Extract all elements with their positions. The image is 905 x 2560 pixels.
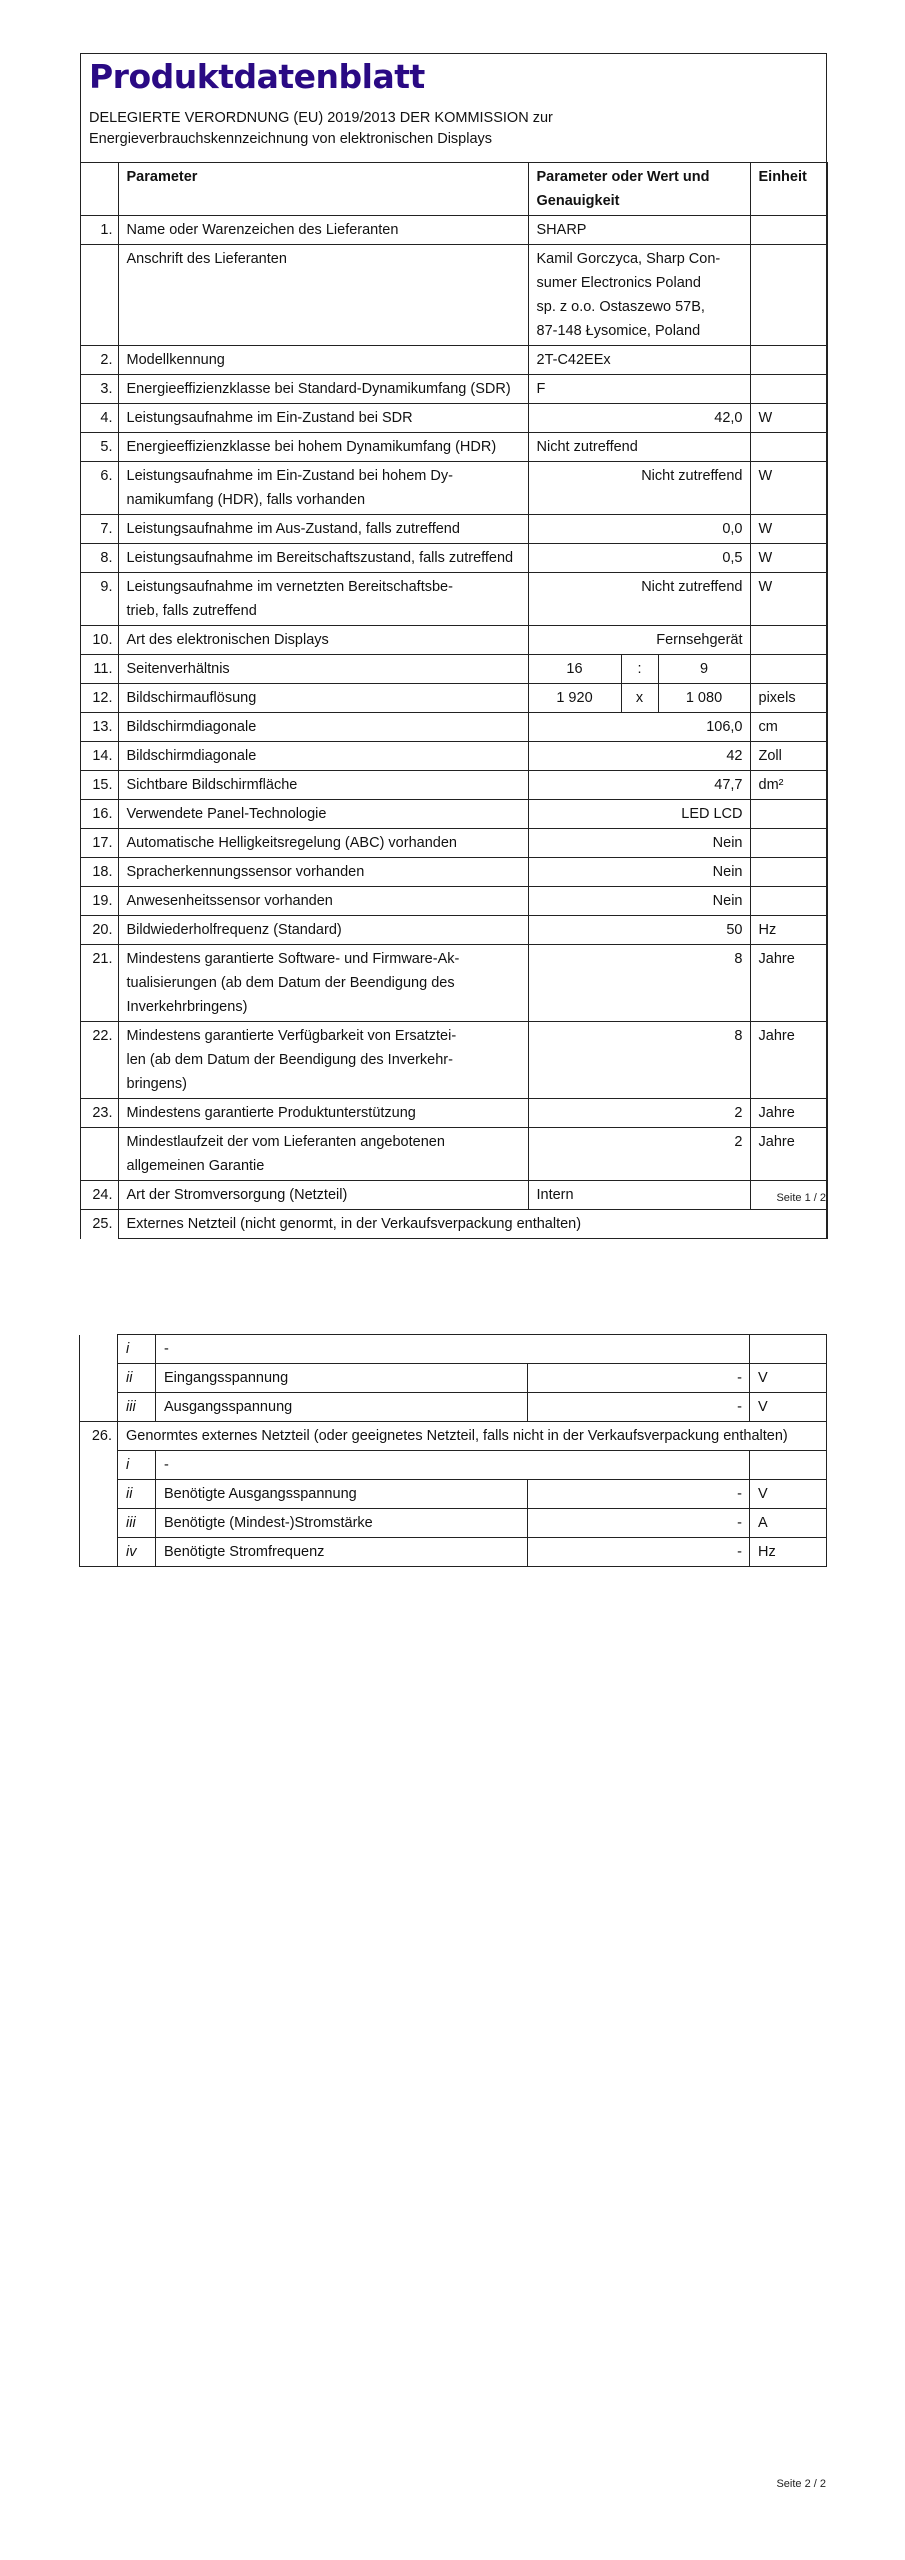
row-value: Nicht zutreffend [528, 462, 750, 515]
row-value: Nicht zutreffend [528, 573, 750, 626]
row-parameter: Leistungsaufnahme im Ein-Zustand bei hohem Dy- namikumfang (HDR), falls vorhanden [118, 462, 528, 515]
table-row [80, 573, 827, 626]
header-value: Parameter oder Wert und Genauigkeit [528, 163, 750, 216]
row-number [80, 1480, 118, 1509]
row-number: 7. [80, 515, 118, 544]
row-parameter: Bildschirmauflösung [118, 684, 528, 713]
row-parameter: Art des elektronischen Displays [118, 626, 528, 655]
row-value: 0,5 [528, 544, 750, 573]
aspect-height: 9 [658, 655, 750, 684]
table-subrow [80, 1538, 827, 1567]
page-2 [0, 1334, 905, 2560]
row-value: 50 [528, 916, 750, 945]
table-row [80, 245, 827, 346]
sub-index: iii [118, 1393, 156, 1422]
table-row [80, 916, 827, 945]
row-number [80, 1128, 118, 1181]
row-unit [750, 626, 827, 655]
row-number: 15. [80, 771, 118, 800]
sub-index: ii [118, 1480, 156, 1509]
row-number [80, 1538, 118, 1567]
header-parameter: Parameter [118, 163, 528, 216]
sub-unit [750, 1451, 827, 1480]
sub-parameter: - [156, 1451, 750, 1480]
table-row [80, 684, 827, 713]
row-parameter: Bildschirmdiagonale [118, 713, 528, 742]
row-unit: W [750, 404, 827, 433]
row-value: 2 [528, 1128, 750, 1181]
row-value: 8 [528, 1022, 750, 1099]
row-value: Nein [528, 829, 750, 858]
resolution-height: 1 080 [658, 684, 750, 713]
table-row [80, 887, 827, 916]
table-row [80, 713, 827, 742]
header-unit: Einheit [750, 163, 827, 216]
row-number: 21. [80, 945, 118, 1022]
row-number: 3. [80, 375, 118, 404]
row-number: 14. [80, 742, 118, 771]
table-row [80, 626, 827, 655]
row-unit: cm [750, 713, 827, 742]
sub-index: iii [118, 1509, 156, 1538]
product-data-table [80, 162, 828, 1239]
row-parameter: Leistungsaufnahme im Ein-Zustand bei SDR [118, 404, 528, 433]
row-value: LED LCD [528, 800, 750, 829]
row-number [80, 1364, 118, 1393]
sub-unit [750, 1335, 827, 1364]
subtitle-line-1: DELEGIERTE VERORDNUNG (EU) 2019/2013 DER KOMMISSION zur [89, 110, 553, 126]
row-parameter: Anschrift des Lieferanten [118, 245, 528, 346]
resolution-width: 1 920 [528, 684, 621, 713]
row-unit: W [750, 544, 827, 573]
table-row [80, 544, 827, 573]
row-number: 2. [80, 346, 118, 375]
row-number [80, 1451, 118, 1480]
row-unit [750, 346, 827, 375]
row-number: 24. [80, 1181, 118, 1210]
table-row [80, 375, 827, 404]
row-unit: W [750, 515, 827, 544]
row-unit: dm² [750, 771, 827, 800]
row-number [80, 1335, 118, 1364]
row-value: 8 [528, 945, 750, 1022]
row-parameter: Name oder Warenzeichen des Lieferanten [118, 216, 528, 245]
table-subrow [80, 1335, 827, 1364]
row-number: 23. [80, 1099, 118, 1128]
sub-value: - [528, 1480, 750, 1509]
row-number: 19. [80, 887, 118, 916]
row-value: 42 [528, 742, 750, 771]
row-unit: Jahre [750, 1022, 827, 1099]
sub-index: i [118, 1335, 156, 1364]
row-parameter: Genormtes externes Netzteil (oder geeignetes Netzteil, falls nicht in der Verkaufsverpackung enthalten) [118, 1422, 827, 1451]
sub-parameter: Eingangsspannung [156, 1364, 528, 1393]
row-value: 47,7 [528, 771, 750, 800]
row-parameter: Leistungsaufnahme im Bereitschaftszustand, falls zutreffend [118, 544, 528, 573]
row-number: 8. [80, 544, 118, 573]
row-unit: Zoll [750, 742, 827, 771]
table-row [80, 346, 827, 375]
table-row [80, 515, 827, 544]
table-subrow [80, 1480, 827, 1509]
sub-value: - [528, 1509, 750, 1538]
table-row [80, 945, 827, 1022]
row-parameter: Energieeffizienzklasse bei Standard-Dynamikumfang (SDR) [118, 375, 528, 404]
product-data-table-continued [79, 1334, 827, 1567]
aspect-separator: : [621, 655, 658, 684]
table-row [80, 1128, 827, 1181]
row-unit: W [750, 573, 827, 626]
row-unit: W [750, 462, 827, 515]
table-row [80, 1022, 827, 1099]
table-subrow [80, 1451, 827, 1480]
row-unit [750, 887, 827, 916]
row-parameter: Modellkennung [118, 346, 528, 375]
table-row [80, 1210, 827, 1239]
row-parameter: Anwesenheitssensor vorhanden [118, 887, 528, 916]
row-value: 106,0 [528, 713, 750, 742]
row-unit [750, 433, 827, 462]
row-number [80, 1509, 118, 1538]
row-number: 26. [80, 1422, 118, 1451]
table-row [80, 462, 827, 515]
row-number: 13. [80, 713, 118, 742]
sub-index: ii [118, 1364, 156, 1393]
row-unit: Jahre [750, 1128, 827, 1181]
sub-unit: A [750, 1509, 827, 1538]
row-unit [750, 245, 827, 346]
page-1 [0, 0, 905, 1230]
row-value: Nein [528, 887, 750, 916]
row-unit: pixels [750, 684, 827, 713]
row-parameter: Bildwiederholfrequenz (Standard) [118, 916, 528, 945]
document-header [81, 53, 826, 162]
row-number: 22. [80, 1022, 118, 1099]
row-value: 42,0 [528, 404, 750, 433]
row-parameter: Spracherkennungssensor vorhanden [118, 858, 528, 887]
document-title: Produktdatenblatt [89, 57, 425, 96]
row-value: F [528, 375, 750, 404]
row-number [80, 245, 118, 346]
table-row [80, 404, 827, 433]
table-row [80, 1422, 827, 1451]
row-value: Intern [528, 1181, 750, 1210]
row-unit: Jahre [750, 1099, 827, 1128]
table-row [80, 829, 827, 858]
row-number: 10. [80, 626, 118, 655]
row-number: 6. [80, 462, 118, 515]
table-row [80, 216, 827, 245]
row-value: Nein [528, 858, 750, 887]
row-parameter: Sichtbare Bildschirmfläche [118, 771, 528, 800]
row-unit: Hz [750, 916, 827, 945]
row-value: Nicht zutreffend [528, 433, 750, 462]
document-subtitle [89, 108, 818, 150]
row-parameter: Automatische Helligkeitsregelung (ABC) vorhanden [118, 829, 528, 858]
table-header-row [80, 163, 827, 216]
sub-index: iv [118, 1538, 156, 1567]
row-unit [750, 800, 827, 829]
sub-unit: V [750, 1393, 827, 1422]
row-number: 17. [80, 829, 118, 858]
row-number: 25. [80, 1210, 118, 1239]
row-parameter: Leistungsaufnahme im vernetzten Bereitschaftsbe- trieb, falls zutreffend [118, 573, 528, 626]
row-unit [750, 655, 827, 684]
row-number: 12. [80, 684, 118, 713]
header-num [80, 163, 118, 216]
resolution-separator: x [621, 684, 658, 713]
page-number-1: Seite 1 / 2 [776, 1192, 826, 1204]
row-unit [750, 375, 827, 404]
table-row [80, 858, 827, 887]
row-number: 11. [80, 655, 118, 684]
aspect-width: 16 [528, 655, 621, 684]
sub-parameter: - [156, 1335, 750, 1364]
sub-parameter: Ausgangsspannung [156, 1393, 528, 1422]
table-row [80, 433, 827, 462]
sub-parameter: Benötigte Ausgangsspannung [156, 1480, 528, 1509]
table-row [80, 742, 827, 771]
row-parameter: Leistungsaufnahme im Aus-Zustand, falls zutreffend [118, 515, 528, 544]
row-number: 1. [80, 216, 118, 245]
row-parameter: Mindestens garantierte Software- und Firmware-Ak- tualisierungen (ab dem Datum der Beendigung des Inverkehrbringens) [118, 945, 528, 1022]
sub-unit: Hz [750, 1538, 827, 1567]
table-row [80, 800, 827, 829]
row-parameter: Bildschirmdiagonale [118, 742, 528, 771]
table-subrow [80, 1364, 827, 1393]
row-value: Fernsehgerät [528, 626, 750, 655]
row-unit [750, 858, 827, 887]
sub-index: i [118, 1451, 156, 1480]
row-number: 18. [80, 858, 118, 887]
page-number-2: Seite 2 / 2 [776, 2478, 826, 2490]
sub-unit: V [750, 1480, 827, 1509]
row-parameter: Art der Stromversorgung (Netzteil) [118, 1181, 528, 1210]
row-parameter: Energieeffizienzklasse bei hohem Dynamikumfang (HDR) [118, 433, 528, 462]
row-number: 4. [80, 404, 118, 433]
sub-parameter: Benötigte Stromfrequenz [156, 1538, 528, 1567]
row-parameter: Mindestens garantierte Verfügbarkeit von Ersatztei- len (ab dem Datum der Beendigung des Inverkehr- bringens) [118, 1022, 528, 1099]
row-number: 9. [80, 573, 118, 626]
sub-unit: V [750, 1364, 827, 1393]
row-value: 2 [528, 1099, 750, 1128]
row-parameter: Mindestlaufzeit der vom Lieferanten angebotenen allgemeinen Garantie [118, 1128, 528, 1181]
row-unit [750, 829, 827, 858]
table-row [80, 655, 827, 684]
row-number [80, 1393, 118, 1422]
table-row [80, 1181, 827, 1210]
row-value: 0,0 [528, 515, 750, 544]
table-row [80, 771, 827, 800]
table-subrow [80, 1509, 827, 1538]
row-unit [750, 216, 827, 245]
datasheet-page-1 [80, 53, 827, 1239]
table-subrow [80, 1393, 827, 1422]
row-value: 2T-C42EEx [528, 346, 750, 375]
row-unit: Jahre [750, 945, 827, 1022]
subtitle-line-2: Energieverbrauchskennzeichnung von elektronischen Displays [89, 131, 493, 147]
sub-parameter: Benötigte (Mindest-)Stromstärke [156, 1509, 528, 1538]
sub-value: - [528, 1364, 750, 1393]
row-number: 16. [80, 800, 118, 829]
sub-value: - [528, 1538, 750, 1567]
sub-value: - [528, 1393, 750, 1422]
row-number: 5. [80, 433, 118, 462]
row-value: Kamil Gorczyca, Sharp Con- sumer Electronics Poland sp. z o.o. Ostaszewo 57B, 87-148 Łysomice, Poland [528, 245, 750, 346]
row-parameter: Verwendete Panel-Technologie [118, 800, 528, 829]
row-parameter: Seitenverhältnis [118, 655, 528, 684]
table-row [80, 1099, 827, 1128]
row-parameter: Mindestens garantierte Produktunterstützung [118, 1099, 528, 1128]
row-value: SHARP [528, 216, 750, 245]
row-parameter: Externes Netzteil (nicht genormt, in der Verkaufsverpackung enthalten) [118, 1210, 827, 1239]
row-number: 20. [80, 916, 118, 945]
